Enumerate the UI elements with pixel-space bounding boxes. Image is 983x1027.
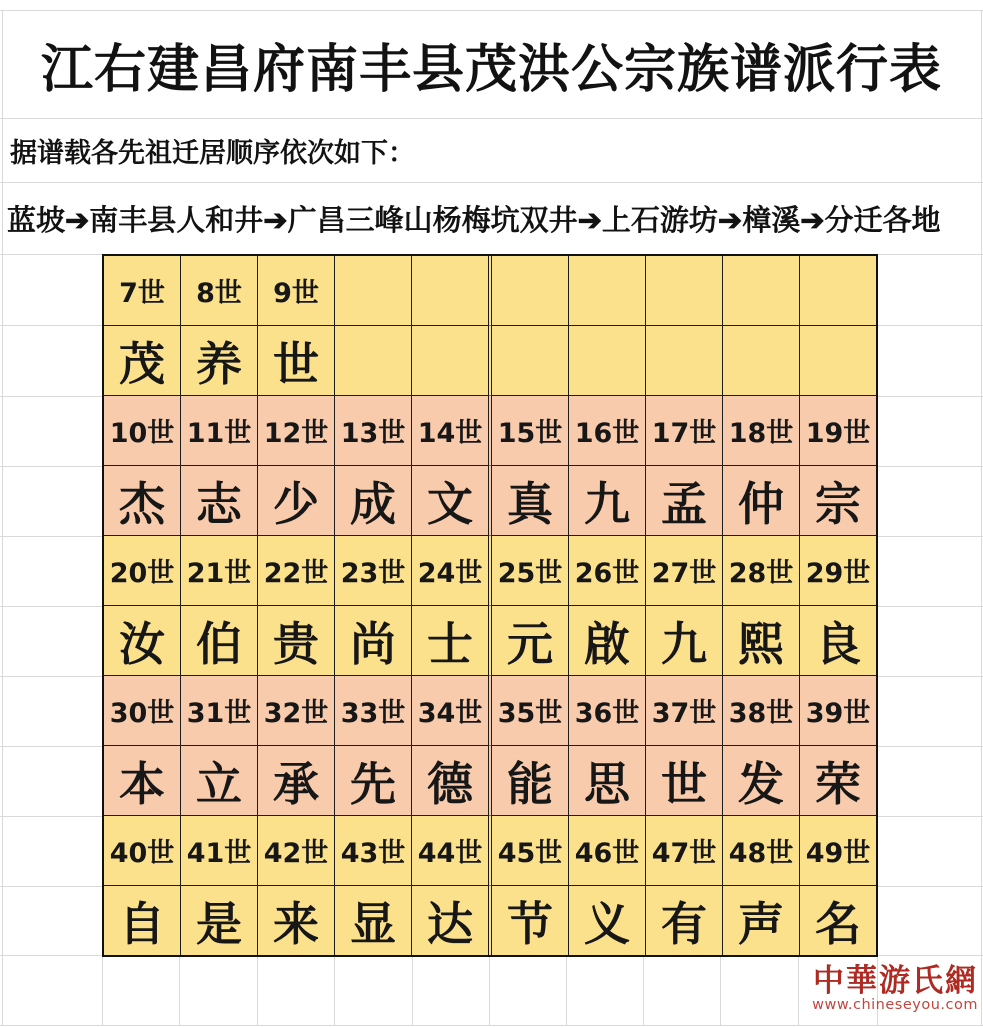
generation-label-cell: 25世 (488, 536, 569, 606)
name-char-cell: 啟 (569, 606, 646, 676)
name-char-cell (335, 326, 412, 396)
name-char-cell (723, 326, 800, 396)
generation-label-cell: 46世 (569, 816, 646, 886)
gridline (257, 955, 258, 1025)
generation-label-row (104, 396, 876, 466)
generation-label-cell: 33世 (335, 676, 412, 746)
name-char-cell: 节 (488, 886, 569, 955)
generation-label-cell: 13世 (335, 396, 412, 466)
generation-label-cell: 16世 (569, 396, 646, 466)
watermark-site-url: www.chineseyou.com (812, 997, 978, 1013)
generation-label-row (104, 816, 876, 886)
generation-label-cell: 7世 (104, 256, 181, 326)
generation-label-row (104, 256, 876, 326)
name-char-cell: 汝 (104, 606, 181, 676)
name-char-cell: 思 (569, 746, 646, 816)
generation-label-cell: 28世 (723, 536, 800, 606)
name-char-cell: 茂 (104, 326, 181, 396)
name-char-cell: 有 (646, 886, 723, 955)
name-char-cell: 养 (181, 326, 258, 396)
name-char-cell: 世 (646, 746, 723, 816)
generation-label-cell: 37世 (646, 676, 723, 746)
name-char-cell (646, 326, 723, 396)
title-row (0, 10, 983, 118)
name-char-cell: 元 (488, 606, 569, 676)
name-char-cell: 世 (258, 326, 335, 396)
generation-label-cell: 40世 (104, 816, 181, 886)
generation-label-cell: 44世 (412, 816, 488, 886)
generation-label-row (104, 536, 876, 606)
generation-label-cell: 18世 (723, 396, 800, 466)
generation-label-cell: 45世 (488, 816, 569, 886)
name-char-cell: 荣 (800, 746, 876, 816)
generation-label-cell: 10世 (104, 396, 181, 466)
name-char-cell: 德 (412, 746, 488, 816)
note-row (0, 118, 983, 182)
generation-label-cell: 43世 (335, 816, 412, 886)
generation-label-cell: 8世 (181, 256, 258, 326)
generation-label-cell: 42世 (258, 816, 335, 886)
generation-label-cell (723, 256, 800, 326)
gridline (720, 955, 721, 1025)
generation-label-cell: 22世 (258, 536, 335, 606)
generation-label-cell: 26世 (569, 536, 646, 606)
generation-label-cell: 34世 (412, 676, 488, 746)
name-char-cell: 义 (569, 886, 646, 955)
name-char-cell: 真 (488, 466, 569, 536)
gridline (489, 955, 490, 1025)
name-char-row (104, 746, 876, 816)
generation-label-cell: 31世 (181, 676, 258, 746)
gridline (0, 1025, 983, 1026)
generation-label-cell: 38世 (723, 676, 800, 746)
generation-label-cell (569, 256, 646, 326)
name-char-cell: 达 (412, 886, 488, 955)
gridline (798, 955, 799, 1025)
watermark (812, 963, 978, 1013)
generation-label-cell: 35世 (488, 676, 569, 746)
name-char-cell: 伯 (181, 606, 258, 676)
name-char-cell: 成 (335, 466, 412, 536)
generation-label-cell: 17世 (646, 396, 723, 466)
generation-label-cell (412, 256, 488, 326)
generation-label-cell: 36世 (569, 676, 646, 746)
generation-label-row (104, 676, 876, 746)
name-char-cell: 声 (723, 886, 800, 955)
name-char-cell: 良 (800, 606, 876, 676)
name-char-row (104, 326, 876, 396)
name-char-cell: 九 (646, 606, 723, 676)
generation-label-cell: 14世 (412, 396, 488, 466)
generation-label-cell (335, 256, 412, 326)
name-char-cell: 能 (488, 746, 569, 816)
name-char-cell: 自 (104, 886, 181, 955)
name-char-cell: 名 (800, 886, 876, 955)
gridline (334, 955, 335, 1025)
generation-label-cell: 41世 (181, 816, 258, 886)
name-char-cell: 文 (412, 466, 488, 536)
name-char-cell (412, 326, 488, 396)
generation-label-cell: 20世 (104, 536, 181, 606)
name-char-cell: 本 (104, 746, 181, 816)
name-char-cell: 是 (181, 886, 258, 955)
name-char-row (104, 606, 876, 676)
migration-route: 蓝坡➔南丰县人和井➔广昌三峰山杨梅坑双井➔上石游坊➔樟溪➔分迁各地 (7, 202, 941, 237)
generation-label-cell: 12世 (258, 396, 335, 466)
name-char-cell: 熙 (723, 606, 800, 676)
gridline (412, 955, 413, 1025)
generation-label-cell: 47世 (646, 816, 723, 886)
gridline (566, 955, 567, 1025)
name-char-row (104, 886, 876, 955)
generation-label-cell: 23世 (335, 536, 412, 606)
generation-label-cell: 27世 (646, 536, 723, 606)
generation-label-cell: 24世 (412, 536, 488, 606)
name-char-cell: 显 (335, 886, 412, 955)
watermark-site-name: 中華游氏網 (813, 963, 978, 999)
name-char-row (104, 466, 876, 536)
generation-label-cell: 11世 (181, 396, 258, 466)
migration-note: 据谱载各先祖迁居顺序依次如下： (10, 137, 415, 169)
name-char-cell: 仲 (723, 466, 800, 536)
generation-label-cell: 49世 (800, 816, 876, 886)
genealogy-table (102, 254, 878, 957)
generation-label-cell: 19世 (800, 396, 876, 466)
name-char-cell: 杰 (104, 466, 181, 536)
name-char-cell (488, 326, 569, 396)
name-char-cell: 立 (181, 746, 258, 816)
generation-label-cell: 15世 (488, 396, 569, 466)
gridline (179, 955, 180, 1025)
name-char-cell: 尚 (335, 606, 412, 676)
name-char-cell: 贵 (258, 606, 335, 676)
gridline (643, 955, 644, 1025)
generation-label-cell: 29世 (800, 536, 876, 606)
generation-label-cell: 39世 (800, 676, 876, 746)
name-char-cell: 先 (335, 746, 412, 816)
name-char-cell (800, 326, 876, 396)
name-char-cell: 九 (569, 466, 646, 536)
generation-label-cell: 9世 (258, 256, 335, 326)
migration-row (0, 182, 983, 254)
generation-label-cell (488, 256, 569, 326)
generation-label-cell (800, 256, 876, 326)
name-char-cell: 承 (258, 746, 335, 816)
page-title: 江右建昌府南丰县茂洪公宗族谱派行表 (40, 38, 942, 100)
generation-label-cell: 21世 (181, 536, 258, 606)
name-char-cell: 孟 (646, 466, 723, 536)
name-char-cell (569, 326, 646, 396)
generation-label-cell: 32世 (258, 676, 335, 746)
generation-label-cell (646, 256, 723, 326)
name-char-cell: 来 (258, 886, 335, 955)
generation-label-cell: 48世 (723, 816, 800, 886)
generation-label-cell: 30世 (104, 676, 181, 746)
gridline (102, 955, 103, 1025)
name-char-cell: 宗 (800, 466, 876, 536)
name-char-cell: 发 (723, 746, 800, 816)
name-char-cell: 士 (412, 606, 488, 676)
name-char-cell: 少 (258, 466, 335, 536)
name-char-cell: 志 (181, 466, 258, 536)
